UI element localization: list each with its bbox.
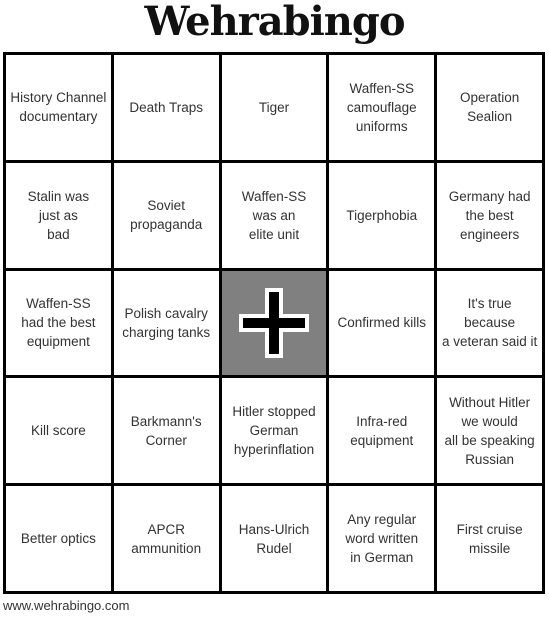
bingo-cell[interactable] — [222, 55, 327, 160]
bingo-cell[interactable] — [6, 378, 111, 483]
bingo-cell[interactable] — [114, 55, 219, 160]
bingo-cell[interactable] — [114, 271, 219, 376]
bingo-cell[interactable] — [6, 271, 111, 376]
footer-url: www.wehrabingo.com — [3, 598, 130, 613]
bingo-cell[interactable] — [6, 486, 111, 591]
cell-label: Tigerphobia — [346, 207, 418, 223]
bingo-cell[interactable] — [114, 378, 219, 483]
cell-label: It's true because a veteran said it — [441, 296, 538, 350]
bingo-cell[interactable] — [114, 486, 219, 591]
bingo-cell[interactable] — [329, 378, 434, 483]
bingo-cell[interactable] — [437, 163, 542, 268]
cell-label: Confirmed kills — [337, 315, 427, 331]
bingo-cell[interactable] — [222, 486, 327, 591]
bingo-cell[interactable] — [6, 163, 111, 268]
cell-label: Any regular word written in German — [345, 512, 419, 566]
cell-label: Infra-red equipment — [350, 413, 414, 448]
bingo-board — [3, 52, 545, 594]
bingo-cell[interactable] — [437, 271, 542, 376]
page-title: Wehrabingo — [144, 0, 405, 45]
cell-label: History Channel documentary — [10, 90, 107, 125]
cell-label: Kill score — [31, 423, 86, 439]
cell-label: Polish cavalry charging tanks — [122, 305, 211, 340]
bingo-cell[interactable] — [222, 378, 327, 483]
cell-label: Without Hitler we would all be speaking Russian — [444, 394, 535, 467]
cell-label: First cruise missile — [456, 521, 523, 556]
bingo-cell[interactable] — [329, 163, 434, 268]
cell-label: Waffen-SS was an elite unit — [241, 188, 307, 242]
bingo-cell[interactable] — [329, 486, 434, 591]
cell-label: Tiger — [258, 99, 290, 115]
cell-label: Hans-Ulrich Rudel — [238, 521, 310, 556]
balkenkreuz-icon — [239, 288, 309, 358]
bingo-cell[interactable] — [6, 55, 111, 160]
cell-label: Operation Sealion — [459, 90, 520, 125]
cell-label: Hitler stopped German hyperinflation — [232, 404, 316, 458]
cell-label: Stalin was just as bad — [27, 188, 90, 242]
bingo-cell[interactable] — [329, 55, 434, 160]
cell-label: Better optics — [20, 531, 96, 547]
cell-label: Germany had the best engineers — [448, 188, 531, 242]
bingo-cell[interactable] — [437, 55, 542, 160]
cell-label: Soviet propaganda — [130, 198, 203, 233]
bingo-cell[interactable] — [114, 163, 219, 268]
bingo-cell[interactable] — [437, 378, 542, 483]
bingo-cell[interactable] — [329, 271, 434, 376]
bingo-cell[interactable] — [222, 163, 327, 268]
cell-label: Waffen-SS camouflage uniforms — [346, 80, 417, 134]
cell-label: Barkmann's Corner — [130, 413, 202, 448]
cell-label: Death Traps — [129, 99, 203, 115]
cell-label: APCR ammunition — [131, 521, 202, 556]
bingo-cell[interactable] — [437, 486, 542, 591]
free-space-cell — [222, 271, 327, 376]
cell-label: Waffen-SS had the best equipment — [21, 296, 96, 350]
